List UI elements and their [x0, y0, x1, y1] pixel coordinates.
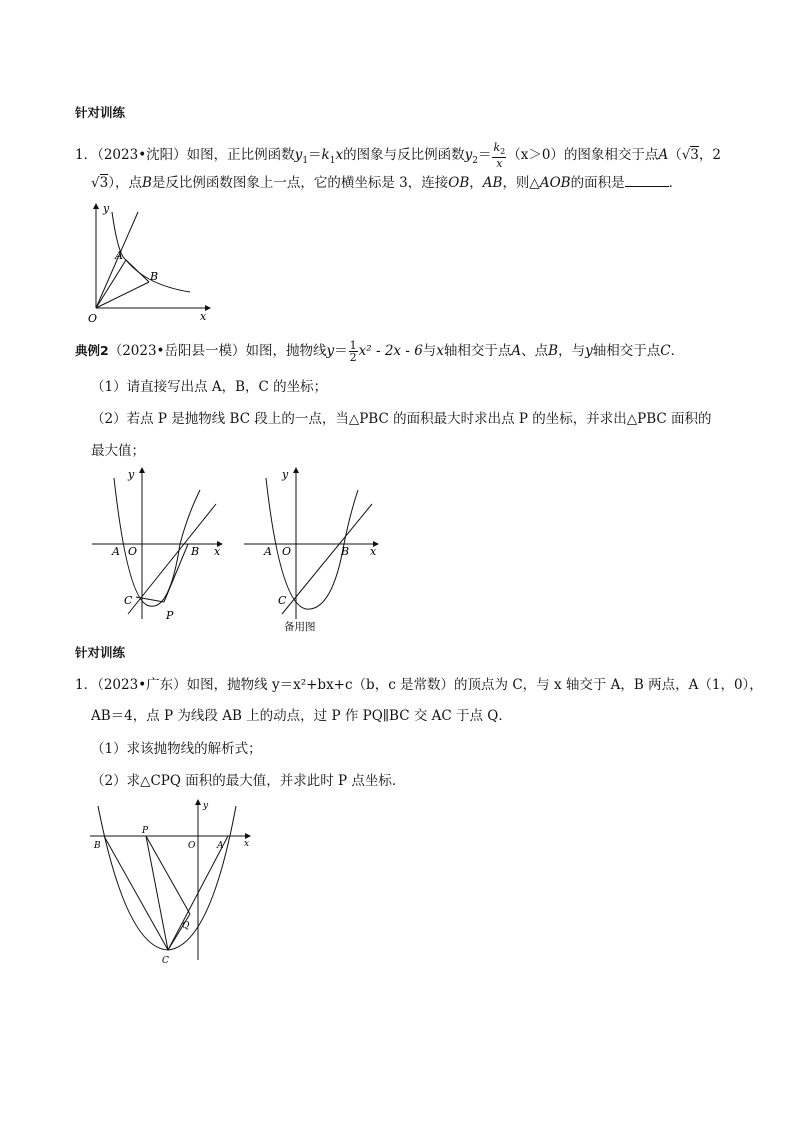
- math-domain: （x＞0）: [507, 147, 564, 164]
- point-label-P: P: [166, 609, 174, 622]
- problem-text: ，与: [558, 343, 586, 359]
- punctuation: ，: [469, 175, 483, 191]
- segment-label: OB: [448, 175, 470, 191]
- problem-text: 如图，正比例函数: [186, 147, 295, 164]
- point-label-B: B: [191, 545, 200, 558]
- example2-question2-line2: 最大值；: [91, 443, 145, 459]
- problem-text: 的面积是: [570, 175, 625, 191]
- problem1-line1: [75, 142, 721, 170]
- point-label: B: [548, 343, 559, 359]
- problem-text: ，则△: [502, 175, 540, 191]
- math-sub: 2: [500, 147, 506, 157]
- axis-label-x: x: [370, 545, 377, 558]
- parabola-curve: [114, 478, 200, 606]
- segment-PQ: [146, 836, 190, 914]
- problem-text: 轴相交于点: [592, 343, 661, 359]
- segment-label: AB: [482, 175, 503, 191]
- math-sub: 1: [329, 155, 336, 166]
- problem2-line2: AB＝4，点 P 为线段 AB 上的动点，过 P 作 PQ∥BC 交 AC 于点 Q．: [91, 708, 512, 724]
- problem-text: ），点: [108, 175, 142, 191]
- problem2-line1: [75, 676, 763, 694]
- point-label-B: B: [341, 545, 350, 558]
- math-var: x: [436, 343, 444, 359]
- segment-PB: [164, 544, 188, 602]
- problem-text: 、点: [521, 343, 549, 359]
- point-label: B: [141, 175, 152, 191]
- point-label-C: C: [162, 956, 169, 966]
- problem-source: （2023•沈阳）: [97, 147, 187, 164]
- point-label-B: B: [150, 270, 159, 283]
- section-heading-practice-2: 针对训练: [75, 645, 126, 660]
- origin-label: O: [128, 545, 138, 558]
- axis-label-x: x: [214, 545, 221, 558]
- fraction-denominator: x: [496, 157, 503, 171]
- problem1-line2: [91, 174, 682, 192]
- sqrt-symbol: √: [91, 175, 100, 191]
- point-label-C: C: [278, 594, 287, 607]
- parabola-curve: [98, 806, 236, 950]
- section-heading-practice: 针对训练: [75, 105, 126, 120]
- segment-AB: [126, 260, 149, 282]
- fraction-numerator: k: [493, 141, 501, 154]
- math-expression: x² - 2x - 6: [358, 343, 423, 359]
- origin-label: O: [282, 545, 292, 558]
- sqrt-symbol: √: [681, 147, 691, 164]
- problem-text: ，2: [698, 147, 721, 164]
- example2-line1: [75, 340, 684, 363]
- problem-text: 如图，抛物线: [245, 343, 327, 359]
- math-op: ＝: [334, 343, 348, 359]
- math-op: ＝: [308, 147, 322, 164]
- figure-reciprocal-function: [86, 200, 216, 325]
- origin-label: O: [88, 312, 98, 325]
- math-var: k: [321, 147, 330, 164]
- problem-number: 1．: [75, 147, 98, 164]
- figure-parabola-main: [88, 464, 228, 629]
- problem-text: 与: [422, 343, 437, 359]
- segment-CQ: [168, 914, 190, 950]
- axis-label-y: y: [103, 202, 110, 215]
- axis-label-y: y: [203, 801, 209, 811]
- point-label-A: A: [217, 841, 224, 851]
- math-op: ＝: [477, 147, 492, 164]
- problem-text: 的图象相交于点: [563, 147, 659, 164]
- point-label-A: A: [112, 545, 120, 558]
- punctuation: ．: [670, 343, 685, 359]
- fraction-numerator: 1: [349, 339, 357, 352]
- fraction-denominator: 2: [349, 351, 357, 364]
- example2-question1: （1）请直接写出点 A，B，C 的坐标；: [91, 379, 328, 395]
- figure-parabola-cpq: [86, 796, 256, 968]
- point-label-B: B: [94, 841, 101, 851]
- example2-question2-line1: （2）若点 P 是抛物线 BC 段上的一点，当△PBC 的面积最大时求出点 P 的坐标，并求出△PBC 面积的: [91, 411, 712, 427]
- point-label: A: [511, 343, 522, 359]
- point-label-A: A: [115, 249, 123, 262]
- sqrt-radicand: 3: [99, 175, 109, 191]
- problem-number: 1．: [75, 677, 98, 693]
- math-var: y: [294, 147, 303, 164]
- fraction: [349, 340, 358, 363]
- math-var: y: [464, 147, 473, 164]
- problem2-question2: （2）求△CPQ 面积的最大值，并求此时 P 点坐标．: [91, 773, 406, 789]
- answer-blank[interactable]: [625, 174, 669, 187]
- axis-label-y: y: [282, 468, 289, 481]
- point-label-A: A: [264, 545, 272, 558]
- sqrt-radicand: 3: [690, 147, 699, 164]
- math-var: x: [335, 147, 344, 164]
- segment-PC: [146, 836, 168, 950]
- point-label-Q: Q: [182, 921, 190, 931]
- problem-text: 如图，抛物线 y＝x²+bx+c（b，c 是常数）的顶点为 C，与 x 轴交于 A，B 两点，A（1，0），: [186, 677, 763, 693]
- point-label-P: P: [142, 826, 149, 836]
- punctuation: ．: [668, 175, 683, 191]
- problem2-question1: （1）求该抛物线的解析式；: [91, 741, 262, 757]
- math-sub: 2: [472, 155, 478, 166]
- point-label: C: [660, 343, 671, 359]
- origin-label: O: [188, 841, 196, 851]
- math-var: y: [585, 343, 593, 359]
- figure-parabola-spare: [240, 464, 385, 634]
- figure-caption: 备用图: [284, 621, 316, 633]
- segment-BC: [104, 836, 168, 950]
- axis-label-y: y: [128, 468, 135, 481]
- problem-source: （2023•岳阳县一模）: [108, 343, 246, 359]
- problem-text: 的图象与反比例函数: [343, 147, 465, 164]
- problem-text: 是反比例函数图象上一点，它的横坐标是 3，连接: [151, 175, 449, 191]
- axis-label-x: x: [200, 310, 207, 323]
- example-label: 典例2: [75, 343, 109, 358]
- point-label-C: C: [124, 594, 133, 607]
- axis-label-x: x: [244, 839, 250, 849]
- triangle-label: AOB: [539, 175, 571, 191]
- problem-source: （2023•广东）: [97, 677, 187, 693]
- problem-text: （: [668, 147, 682, 164]
- fraction: [492, 142, 506, 169]
- problem-text: 轴相交于点: [443, 343, 512, 359]
- math-var: y: [326, 343, 335, 359]
- math-sub: 1: [302, 155, 309, 166]
- point-label: A: [658, 147, 669, 164]
